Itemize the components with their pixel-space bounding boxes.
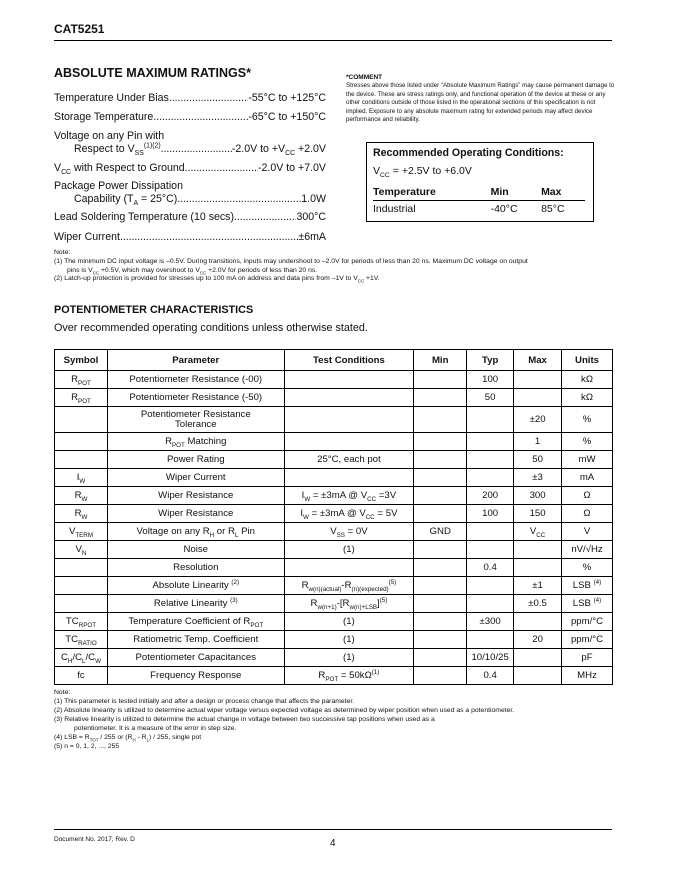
table-row: Absolute Linearity $^{(2)}$ $R_{w(n)(actual)}-R_{(n)(expected)}^{(5)}$ ±1 LSB $^{(4)}$ xyxy=(55,577,613,595)
amr-package: Package Power Dissipation Capability $(T_A = 25^\circ C)$ . . . 1.0W xyxy=(54,180,326,206)
amr-title: ABSOLUTE MAXIMUM RATINGS* xyxy=(54,66,251,80)
roc-col-max: Max xyxy=(541,184,585,201)
amr-storage: Storage Temperature . . . -65°C to +150°C xyxy=(54,111,326,124)
table-row: Potentiometer Resistance Tolerance ±20 % xyxy=(55,407,613,433)
amr-temp-bias: Temperature Under Bias . . . -55°C to +125°C xyxy=(54,92,326,105)
amr-wiper: Wiper Current . . . ±6mA xyxy=(54,231,326,244)
table-row: fc Frequency Response $R_{POT} = 50k\Omega^{(1)}$ 0.4 MHz xyxy=(55,667,613,685)
roc-col-min: Min xyxy=(491,184,541,201)
amr-vcc: $V_{CC}$ with Respect to Ground . . . -2.0V to +7.0V xyxy=(54,162,326,175)
pot-header-row: Symbol Parameter Test Conditions Min Typ Max Units xyxy=(55,350,613,371)
table-row: $R_{POT}$ Matching 1 % xyxy=(55,433,613,451)
roc-row-min: -40°C xyxy=(490,203,518,215)
comment-text: Stresses above those listed under “Absolute Maximum Ratings” may cause permanent damage to the device. These are stress ratings only, and functional operation of the device at these or any other conditions outside of those listed in the operational sections of this specification is not implied. Exposure to any absolute maximum rating for extended periods may affect device performance and reliability. xyxy=(346,82,615,124)
table-row: Resolution 0.4 % xyxy=(55,559,613,577)
table-row: Power Rating 25°C, each pot 50 mW xyxy=(55,451,613,469)
roc-col-temp: Temperature xyxy=(373,184,491,201)
pot-notes: Note: (1) This parameter is tested initially and after a design or process change that affects the parameter. (2) Absolute linearity is utilized to determine actual wiper voltage versus expected voltage as determined by wiper position when used as a potentiometer. (3) Relative linearity is utilized to determine the actual change in voltage between two successive tap positions when used as a potentiometer. It is a measure of the error in step size. (4) LSB = $R_{TOT} / 255$ or $(R_H - R_L) / 255$, single pot (5) n = 0, 1, 2, ..., 255 xyxy=(54,689,515,750)
roc-row-temp: Industrial xyxy=(373,203,416,215)
table-row: $V_{TERM}$ Voltage on any $R_H$ or $R_L$ Pin $V_{SS} = 0V$ GND $V_{CC}$ V xyxy=(55,523,613,541)
table-row: $R_W$ Wiper Resistance $I_W = \pm 3mA$ @ $V_{CC} =3V$ 200 300 Ω xyxy=(55,487,613,505)
table-row: $R_W$ Wiper Resistance $I_W = \pm 3mA$ @ $V_{CC} = 5V$ 100 150 Ω xyxy=(55,505,613,523)
amr-voltage-pin: Voltage on any Pin with Respect to $V_{SS}^{(1)(2)}$ . . . -2.0V to $+V_{CC} +2.0V$ xyxy=(54,130,326,156)
table-row: $TC_{RPOT}$ Temperature Coefficient of $R_{POT}$ (1) ±300 ppm/°C xyxy=(55,613,613,631)
roc-title: Recommended Operating Conditions: xyxy=(373,147,564,159)
roc-row-max: 85°C xyxy=(541,203,565,215)
amr-lead: Lead Soldering Temperature (10 secs) . . . 300°C xyxy=(54,211,326,224)
footer-rule xyxy=(54,829,612,830)
part-number-header: CAT5251 xyxy=(54,22,105,36)
table-row: Relative Linearity $^{(3)}$ $R_{w(n+1)}-[R_{w(n)+LSB}]^{(5)}$ ±0.5 LSB $^{(4)}$ xyxy=(55,595,613,613)
table-row: $I_W$ Wiper Current ±3 mA xyxy=(55,469,613,487)
pot-table xyxy=(54,349,613,685)
table-row: $V_N$ Noise (1) nV/√Hz xyxy=(55,541,613,559)
table-row: $C_H/C_L/C_W$ Potentiometer Capacitances (1) 10/10/25 pF xyxy=(55,649,613,667)
table-row: $TC_{RATIO}$ Ratiometric Temp. Coefficient (1) 20 ppm/°C xyxy=(55,631,613,649)
page-number: 4 xyxy=(330,838,336,849)
comment-title: *COMMENT xyxy=(346,74,383,81)
table-row: $R_{POT}$ Potentiometer Resistance (-00) 100 kΩ xyxy=(55,371,613,389)
roc-vcc: $V_{CC} = +2.5V$ to +6.0V xyxy=(373,165,472,180)
header-rule xyxy=(54,40,612,41)
recommended-operating-conditions xyxy=(366,142,594,222)
amr-notes: Note: (1) The minimum DC input voltage is –0.5V. During transitions, inputs may undershoot to –2.0V for periods of less than 20 ns. Maximum DC voltage on output pins is $V_{CC} +0.5V$, which may overshoot to $V_{CC} +2.0V$ for periods of less than 20 ns. (2) Latch-up protection is provided for stresses up to 100 mA on address and data pins from –1V to $V_{CC} +1V$. xyxy=(54,249,528,284)
pot-title: POTENTIOMETER CHARACTERISTICS xyxy=(54,304,254,316)
footer-document-number: Document No. 2017, Rev. D xyxy=(54,836,135,843)
pot-subtitle: Over recommended operating conditions unless otherwise stated. xyxy=(54,322,368,334)
table-row: $R_{POT}$ Potentiometer Resistance (-50) 50 kΩ xyxy=(55,389,613,407)
roc-table xyxy=(373,184,585,217)
